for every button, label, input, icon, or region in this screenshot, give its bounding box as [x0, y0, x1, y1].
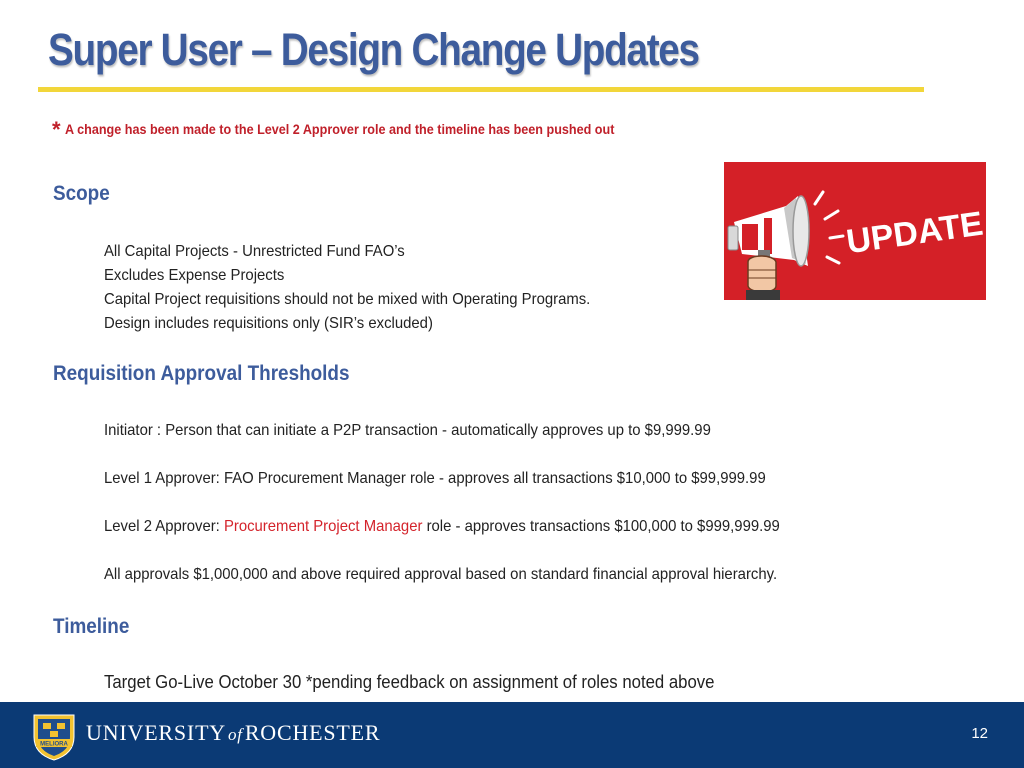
- page-number: 12: [971, 725, 988, 742]
- crest-text: MELIORA: [40, 741, 68, 748]
- note-text: A change has been made to the Level 2 Approver role and the timeline has been pushed out: [64, 121, 614, 137]
- timeline-heading: Timeline: [53, 615, 130, 638]
- timeline-text: Target Go-Live October 30 *pending feedback on assignment of roles noted above: [104, 672, 715, 692]
- level2-prefix: Level 2 Approver:: [104, 518, 224, 535]
- level1-threshold: Level 1 Approver: FAO Procurement Manager role - approves all transactions $10,000 to $99,999.99: [104, 470, 766, 487]
- thresholds-heading: Requisition Approval Thresholds: [53, 362, 350, 385]
- level2-role-highlight: Procurement Project Manager: [223, 518, 423, 535]
- update-megaphone-image: [724, 162, 986, 300]
- scope-item: All Capital Projects - Unrestricted Fund FAO’s: [104, 243, 405, 260]
- university-wordmark: [86, 720, 380, 746]
- initiator-threshold: Initiator : Person that can initiate a P2P transaction - automatically approves up to $9,999.99: [104, 422, 711, 439]
- wordmark-university: UNIVERSITY: [86, 720, 226, 745]
- scope-item: Capital Project requisitions should not be mixed with Operating Programs.: [104, 291, 591, 308]
- scope-heading: Scope: [53, 182, 110, 205]
- all-approvals-threshold: All approvals $1,000,000 and above required approval based on standard financial approval hierarchy.: [104, 566, 778, 583]
- footer-bar: [0, 702, 1024, 768]
- title-underline: [38, 87, 924, 92]
- note-asterisk: *: [52, 117, 61, 142]
- slide-title: Super User – Design Change Updates: [48, 24, 699, 75]
- scope-item: Excludes Expense Projects: [104, 267, 285, 284]
- change-note: [52, 117, 675, 143]
- level2-threshold: [104, 518, 780, 536]
- wordmark-rochester: ROCHESTER: [244, 720, 381, 745]
- university-crest-icon: [30, 711, 78, 761]
- update-image-text: UPDATE: [844, 204, 986, 262]
- wordmark-of: of: [228, 725, 243, 744]
- scope-list: [104, 240, 590, 336]
- scope-item: Design includes requisitions only (SIR’s excluded): [104, 315, 433, 332]
- level2-suffix: role - approves transactions $100,000 to $999,999.99: [422, 518, 780, 535]
